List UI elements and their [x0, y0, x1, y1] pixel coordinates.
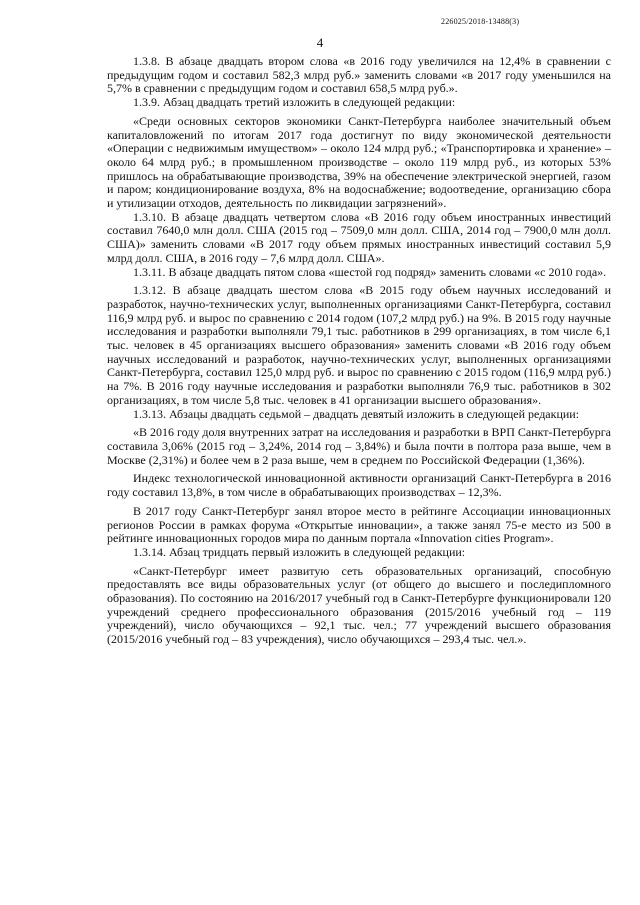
paragraph-1-3-8: 1.3.8. В абзаце двадцать втором слова «в 2016 году увеличился на 12,4% в сравнении с предыдущим годом и составил 582,3 млрд руб.» заменить словами «в 2017 году уменьшился на 5,7% в сравнении с предыдущим годом и составил 658,5 млрд руб.». — [107, 54, 611, 96]
paragraph-quote-rnd-share: «В 2016 году доля внутренних затрат на исследования и разработки в ВРП Санкт-Петербурга составила 3,06% (2015 год – 3,24%, 2014 год – 3,84%) и была почти в полтора раза выше, чем в Москве (2,31%) и более чем в 2 раза выше, чем в среднем по Российской Федерации (1,36%). — [107, 425, 611, 467]
paragraph-quote-sectors: «Среди основных секторов экономики Санкт-Петербурга наиболее значительный объем капиталовложений по итогам 2017 года достигнут по виду экономической деятельности «Операции с недвижимым имуществом» – около 124 млрд руб.; «Транспортировка и хранение» – около 64 млрд руб.; в промышленном производстве – около 119 млрд руб., из которых 53% пришлось на обрабатывающие производства, 39% на обеспечение электрической энергией, газом и паром; кондиционирование воздуха, 8% на водоснабжение; водоотведение, организацию сбора и утилизации отходов, деятельность по ликвидации загрязнений». — [107, 113, 611, 211]
page-number: 4 — [316, 35, 324, 50]
paragraph-1-3-11: 1.3.11. В абзаце двадцать пятом слова «шестой год подряд» заменить словами «с 2010 года». — [133, 264, 607, 279]
paragraph-1-3-14: 1.3.14. Абзац тридцать первый изложить в следующей редакции: — [133, 544, 466, 559]
document-body — [107, 55, 611, 647]
document-number: 226025/2018-13488(3) — [441, 17, 520, 26]
paragraph-innovation-rating: В 2017 году Санкт-Петербург занял второе место в рейтинге Ассоциации инновационных регионов России в рамках форума «Открытые инновации», а также занял 75-е место из 500 в рейтинге инновационных городов мира по данным портала «Innovation cities Program». — [107, 503, 611, 546]
paragraph-innovation-index: Индекс технологической инновационной активности организаций Санкт-Петербурга в 2016 году составил 13,8%, в том числе в обрабатывающих производствах – 12,3%. — [107, 471, 611, 500]
paragraph-quote-education: «Санкт-Петербург имеет развитую сеть образовательных организаций, способную предоставлять все виды образовательных услуг (от общего до высшего и последипломного образования). По состоянию на 2016/2017 учебный год в Санкт-Петербурге функционировали 120 учреждений среднего профессионального образования (2015/2016 учебный год – 119 учреждений), число обучающихся – 92,1 тыс. чел.; 77 учреждений высшего образования (2015/2016 учебный год – 83 учреждения), число обучающихся – 293,4 тыс. чел.». — [107, 563, 611, 647]
paragraph-1-3-13: 1.3.13. Абзацы двадцать седьмой – двадцать девятый изложить в следующей редакции: — [133, 406, 580, 421]
paragraph-1-3-10: 1.3.10. В абзаце двадцать четвертом слова «В 2016 году объем иностранных инвестиций составил 7640,0 млн долл. США (2015 год – 7509,0 млн долл. США, 2014 год – 7900,0 млн долл. США)» заменить словами «В 2017 году объем прямых иностранных инвестиций составил 5,9 млрд долл. США, в 2016 году – 7,6 млрд долл. США». — [107, 209, 611, 265]
paragraph-1-3-12: 1.3.12. В абзаце двадцать шестом слова «В 2015 году объем научных исследований и разработок, научно-технических услуг, выполненных организациями Санкт-Петербурга, составил 116,9 млрд руб. и вырос по сравнению с 2014 годом (107,2 млрд руб.) на 9%. В 2015 году научные исследования и разработки выполняли 79,1 тыс. работников в 299 организациях, в том числе 6,1 тыс. человек в 45 организациях высшего образования» заменить словами «В 2016 году объем научных исследований и разработок, научно-технических услуг, выполненных организациями Санкт-Петербурга, составил 125,0 млрд руб. и вырос по сравнению с 2015 годом (116,9 млрд руб.) на 7%. В 2016 году научные исследования и разработки выполняли 76,9 тыс. работников в 302 организациях, в том числе 5,8 тыс. человек в 41 организации высшего образования». — [107, 283, 611, 407]
paragraph-1-3-9: 1.3.9. Абзац двадцать третий изложить в следующей редакции: — [133, 95, 456, 110]
